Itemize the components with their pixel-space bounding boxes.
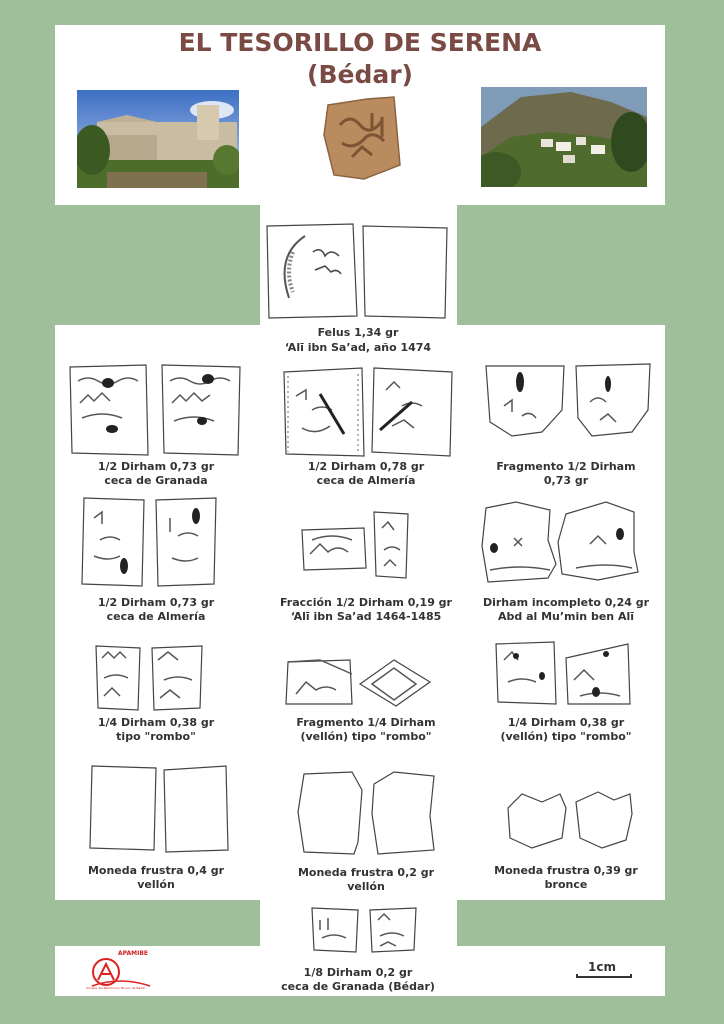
incomplete-dirham-drawing: [480, 498, 640, 584]
felus-caption-line2: ‘Alī ibn Sa’ad, año 1474: [284, 341, 432, 354]
castle-ruins-photo: [77, 90, 239, 188]
coin5-caption-line2: ‘Alī ibn Sa’ad 1464-1485: [290, 610, 442, 623]
quarter-dirham-rombo-drawing: [94, 644, 206, 714]
coin6-caption-line1: Dirham incompleto 0,24 gr: [482, 596, 650, 609]
coin3-caption-line1: Fragmento 1/2 Dirham: [496, 460, 636, 473]
coin13-caption-line1: 1/8 Dirham 0,2 gr: [303, 966, 413, 979]
coin13-caption-line2: ceca de Granada (Bédar): [281, 980, 435, 993]
quarter-dirham-vellon-drawing: [494, 640, 632, 708]
coin2-caption-line2: ceca de Almería: [316, 474, 416, 487]
page-subtitle: (Bédar): [307, 60, 413, 89]
logo-subtitle: Amigos del Patrimonio Minero de Bédar: [86, 986, 146, 990]
coin10-caption-line1: Moneda frustra 0,4 gr: [87, 864, 225, 877]
coin1-caption-line1: 1/2 Dirham 0,73 gr: [97, 460, 215, 473]
coin6-caption-line2: Abd al Mu’min ben Alī: [497, 610, 634, 623]
coin8-caption-line1: Fragmento 1/4 Dirham: [296, 716, 436, 729]
half-dirham-almeria-2-drawing: [80, 496, 220, 590]
eighth-dirham-drawing: [310, 906, 418, 956]
coin-fragment-photo: [322, 95, 404, 183]
page-title: EL TESORILLO DE SERENA: [178, 28, 542, 57]
coin11-caption-line1: Moneda frustra 0,2 gr: [297, 866, 435, 879]
felus-caption-line1: Felus 1,34 gr: [317, 326, 399, 339]
coin5-caption-line1: Fracción 1/2 Dirham 0,19 gr: [280, 596, 452, 609]
quarter-dirham-fragment-drawing: [284, 658, 432, 708]
scale-label: 1cm: [588, 960, 616, 974]
coin12-caption-line1: Moneda frustra 0,39 gr: [494, 864, 638, 877]
coin7-caption-line2: tipo "rombo": [116, 730, 196, 743]
fraction-half-dirham-drawing: [298, 510, 412, 582]
coin1-caption-line2: ceca de Granada: [104, 474, 208, 487]
coin2-caption-line1: 1/2 Dirham 0,78 gr: [307, 460, 425, 473]
coin4-caption-line2: ceca de Almería: [106, 610, 206, 623]
coin11-caption-line2: vellón: [347, 880, 385, 893]
half-dirham-fragment-drawing: [482, 362, 654, 440]
village-landscape-photo: [481, 87, 647, 187]
coin7-caption-line1: 1/4 Dirham 0,38 gr: [97, 716, 215, 729]
coin4-caption-line1: 1/2 Dirham 0,73 gr: [97, 596, 215, 609]
frustra-coin-04-drawing: [88, 764, 230, 854]
logo-name: APAMIBE: [118, 950, 149, 957]
coin8-caption-line2: (vellón) tipo "rombo": [300, 730, 432, 743]
felus-coin-drawing: [265, 222, 451, 320]
half-dirham-granada-drawing: [68, 363, 244, 459]
half-dirham-almeria-drawing: [282, 366, 454, 460]
coin12-caption-line2: bronce: [544, 878, 588, 891]
coin3-caption-line2: 0,73 gr: [543, 474, 589, 487]
frustra-coin-bronce-drawing: [504, 790, 634, 850]
coin10-caption-line2: vellón: [137, 878, 175, 891]
scale-bar: [576, 974, 632, 978]
coin9-caption-line2: (vellón) tipo "rombo": [500, 730, 632, 743]
coin9-caption-line1: 1/4 Dirham 0,38 gr: [507, 716, 625, 729]
frustra-coin-02-drawing: [296, 770, 436, 856]
